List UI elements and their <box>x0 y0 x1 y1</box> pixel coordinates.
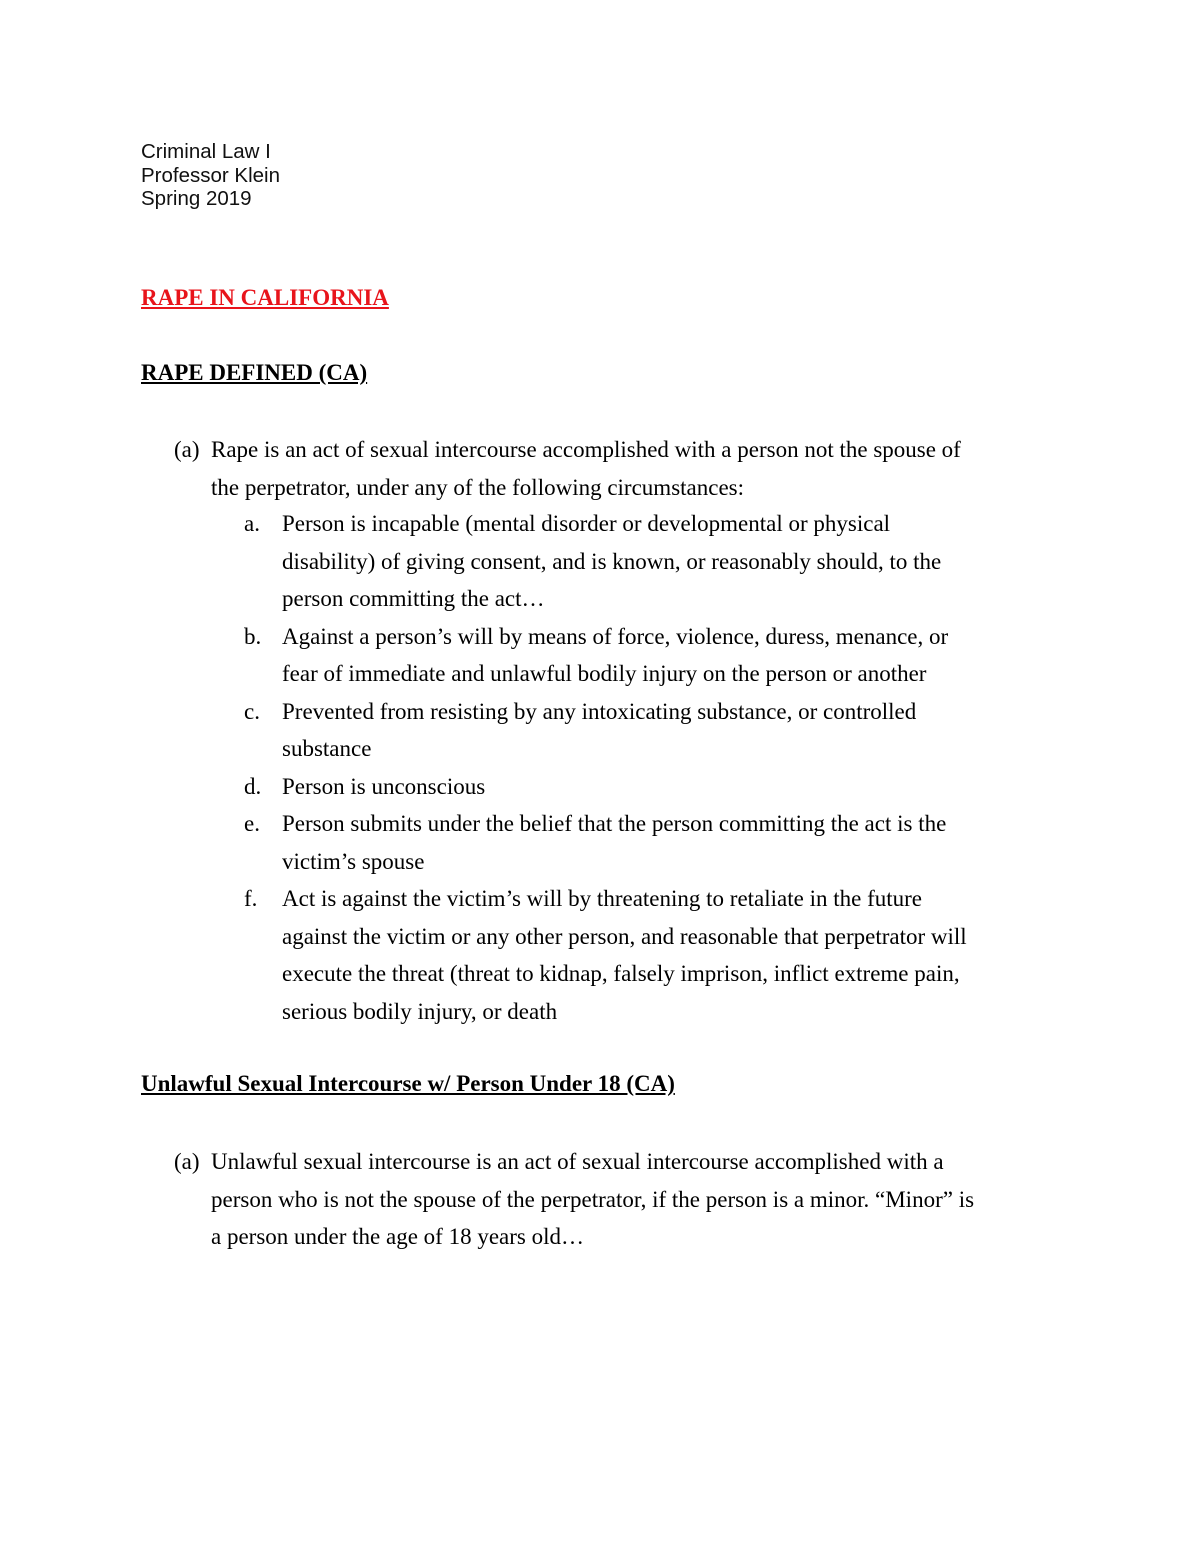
circumstances-list <box>244 505 1064 1030</box>
paragraph-unlawful-intercourse <box>174 1143 1074 1256</box>
list-item-label: f. <box>244 886 258 911</box>
list-item-line: Person submits under the belief that the person committing the act is the <box>282 811 947 836</box>
list-item-line: Act is against the victim’s will by threatening to retaliate in the future <box>282 886 922 911</box>
term: Spring 2019 <box>141 187 252 210</box>
paragraph-line: a person under the age of 18 years old… <box>211 1224 584 1249</box>
paragraph-rape-definition <box>174 431 1074 506</box>
list-item-label: e. <box>244 811 260 836</box>
section-heading-rape-defined: RAPE DEFINED (CA) <box>141 360 368 385</box>
list-item <box>244 505 1064 618</box>
paragraph-line: Unlawful sexual intercourse is an act of sexual intercourse accomplished with a <box>211 1149 944 1174</box>
list-item-label: a. <box>244 511 260 536</box>
list-item-label: c. <box>244 698 260 724</box>
document-title: RAPE IN CALIFORNIA <box>141 285 389 310</box>
professor-name: Professor Klein <box>141 163 281 187</box>
list-item-line: victim’s spouse <box>282 848 425 874</box>
section-heading-unlawful-intercourse: Unlawful Sexual Intercourse w/ Person Under 18 (CA) <box>141 1071 675 1096</box>
paragraph-label: (a) <box>174 437 200 462</box>
course-header <box>141 140 280 211</box>
list-item-line: Person is unconscious <box>282 773 486 799</box>
list-item <box>244 768 1064 806</box>
course-name: Criminal Law I <box>141 140 271 163</box>
list-item-line: serious bodily injury, or death <box>282 998 558 1024</box>
list-item <box>244 880 1064 1030</box>
list-item-line: person committing the act… <box>282 586 545 611</box>
list-item-label: b. <box>244 623 262 649</box>
paragraph-line: the perpetrator, under any of the following circumstances: <box>211 474 744 500</box>
list-item <box>244 693 1064 768</box>
list-item-line: disability) of giving consent, and is known, or reasonably should, to the <box>282 548 942 574</box>
list-item-label: d. <box>244 773 262 799</box>
list-item-line: Against a person’s will by means of force, violence, duress, menance, or <box>282 623 949 649</box>
paragraph-label: (a) <box>174 1149 200 1174</box>
list-item <box>244 618 1064 693</box>
paragraph-line: Rape is an act of sexual intercourse accomplished with a person not the spouse of <box>211 437 961 462</box>
list-item-line: Prevented from resisting by any intoxicating substance, or controlled <box>282 698 917 724</box>
paragraph-line: person who is not the spouse of the perpetrator, if the person is a minor. “Minor” is <box>211 1186 975 1212</box>
list-item-line: fear of immediate and unlawful bodily injury on the person or another <box>282 661 927 686</box>
list-item-line: Person is incapable (mental disorder or developmental or physical <box>282 511 891 536</box>
list-item-line: against the victim or any other person, and reasonable that perpetrator will <box>282 923 967 949</box>
list-item <box>244 805 1064 880</box>
list-item-line: execute the threat (threat to kidnap, falsely imprison, inflict extreme pain, <box>282 961 960 986</box>
list-item-line: substance <box>282 736 372 761</box>
